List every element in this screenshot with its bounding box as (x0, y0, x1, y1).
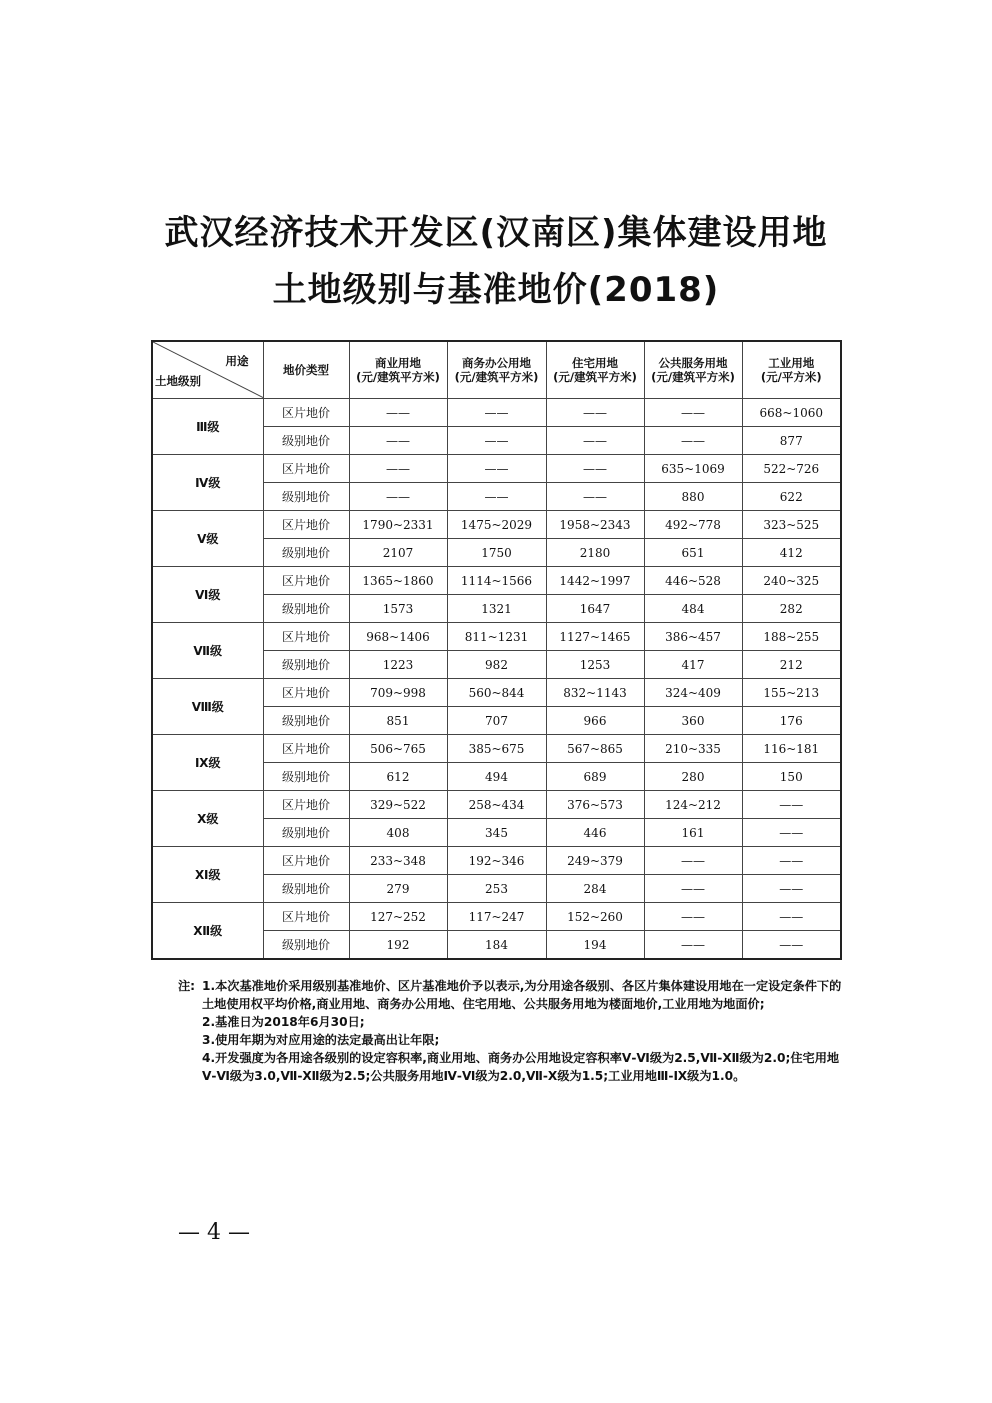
price-value-cell: —— (447, 427, 546, 455)
price-value-cell: 1127~1465 (546, 623, 644, 651)
table-row (152, 847, 841, 875)
price-value-cell: —— (644, 847, 742, 875)
grade-cell: Ⅹ级 (152, 791, 263, 847)
price-type-cell: 区片地价 (263, 847, 349, 875)
price-type-cell: 级别地价 (263, 539, 349, 567)
corner-label-grade: 土地级别 (155, 374, 201, 388)
price-value-cell: 150 (742, 763, 841, 791)
price-type-cell: 级别地价 (263, 763, 349, 791)
price-value-cell: 386~457 (644, 623, 742, 651)
price-value-cell: 851 (349, 707, 447, 735)
price-type-cell: 级别地价 (263, 931, 349, 960)
price-value-cell: 567~865 (546, 735, 644, 763)
price-value-cell: —— (742, 903, 841, 931)
price-type-cell: 区片地价 (263, 679, 349, 707)
price-type-cell: 区片地价 (263, 791, 349, 819)
table-row (152, 903, 841, 931)
price-value-cell: 560~844 (447, 679, 546, 707)
title-line-1: 武汉经济技术开发区(汉南区)集体建设用地 (164, 213, 828, 253)
use-header-commercial (349, 341, 447, 399)
table-row (152, 511, 841, 539)
price-value-cell: 982 (447, 651, 546, 679)
price-value-cell: 635~1069 (644, 455, 742, 483)
table-row (152, 567, 841, 595)
price-value-cell: 1647 (546, 595, 644, 623)
price-value-cell: 522~726 (742, 455, 841, 483)
price-type-cell: 区片地价 (263, 903, 349, 931)
price-value-cell: —— (644, 399, 742, 427)
price-value-cell: 284 (546, 875, 644, 903)
price-value-cell: 622 (742, 483, 841, 511)
note-item (178, 1013, 842, 1031)
price-value-cell: —— (644, 427, 742, 455)
grade-cell: Ⅵ级 (152, 567, 263, 623)
price-value-cell: —— (546, 399, 644, 427)
corner-header-cell (152, 341, 263, 399)
price-value-cell: 446~528 (644, 567, 742, 595)
price-value-cell: 240~325 (742, 567, 841, 595)
price-value-cell: 1223 (349, 651, 447, 679)
corner-label-use: 用途 (225, 354, 249, 368)
table-row (152, 455, 841, 483)
title-line-2: 土地级别与基准地价(2018) (272, 270, 720, 310)
price-type-cell: 级别地价 (263, 483, 349, 511)
price-type-header: 地价类型 (263, 341, 349, 399)
price-value-cell: —— (447, 483, 546, 511)
grade-cell: Ⅳ级 (152, 455, 263, 511)
price-value-cell: 282 (742, 595, 841, 623)
price-value-cell: 152~260 (546, 903, 644, 931)
price-value-cell: 279 (349, 875, 447, 903)
price-type-cell: 级别地价 (263, 819, 349, 847)
price-value-cell: 1253 (546, 651, 644, 679)
header-row (152, 341, 841, 399)
price-value-cell: 968~1406 (349, 623, 447, 651)
price-type-cell: 区片地价 (263, 623, 349, 651)
use-name: 商业用地 (375, 356, 421, 370)
price-type-cell: 区片地价 (263, 567, 349, 595)
price-value-cell: 446 (546, 819, 644, 847)
grade-cell: Ⅴ级 (152, 511, 263, 567)
price-value-cell: 2180 (546, 539, 644, 567)
table-row (152, 791, 841, 819)
price-value-cell: 880 (644, 483, 742, 511)
price-value-cell: 385~675 (447, 735, 546, 763)
price-value-cell: 161 (644, 819, 742, 847)
note-text: 4.开发强度为各用途各级别的设定容积率,商业用地、商务办公用地设定容积率Ⅴ-Ⅵ级为2.5,Ⅶ-Ⅻ级为2.0;住宅用地Ⅴ-Ⅵ级为3.0,Ⅶ-Ⅻ级为2.5;公共服务用地Ⅳ-Ⅵ级为2.0,Ⅶ-Ⅹ级为1.5;工业用地Ⅲ-Ⅸ级为1.0。 (202, 1051, 840, 1083)
note-item (178, 1031, 842, 1049)
price-value-cell: 494 (447, 763, 546, 791)
price-value-cell: —— (644, 875, 742, 903)
price-value-cell: 192 (349, 931, 447, 960)
price-value-cell: 233~348 (349, 847, 447, 875)
price-type-cell: 级别地价 (263, 427, 349, 455)
diagonal-divider (153, 342, 264, 398)
price-value-cell: —— (349, 455, 447, 483)
table-row (152, 623, 841, 651)
price-value-cell: 811~1231 (447, 623, 546, 651)
price-value-cell: 1573 (349, 595, 447, 623)
price-type-cell: 级别地价 (263, 651, 349, 679)
price-value-cell: —— (546, 455, 644, 483)
price-type-cell: 级别地价 (263, 595, 349, 623)
price-value-cell: 506~765 (349, 735, 447, 763)
price-value-cell: —— (546, 483, 644, 511)
land-price-table (151, 340, 842, 960)
grade-cell: Ⅶ级 (152, 623, 263, 679)
price-type-cell: 区片地价 (263, 399, 349, 427)
price-value-cell: 492~778 (644, 511, 742, 539)
price-type-cell: 区片地价 (263, 511, 349, 539)
price-value-cell: 2107 (349, 539, 447, 567)
price-value-cell: 832~1143 (546, 679, 644, 707)
price-value-cell: 329~522 (349, 791, 447, 819)
use-unit: (元/建筑平方米) (454, 370, 539, 384)
use-name: 商务办公用地 (462, 356, 531, 370)
price-value-cell: 324~409 (644, 679, 742, 707)
price-value-cell: —— (447, 399, 546, 427)
price-value-cell: 376~573 (546, 791, 644, 819)
price-value-cell: 877 (742, 427, 841, 455)
price-value-cell: —— (742, 875, 841, 903)
price-value-cell: 249~379 (546, 847, 644, 875)
use-name: 住宅用地 (572, 356, 618, 370)
price-type-cell: 级别地价 (263, 875, 349, 903)
use-unit: (元/平方米) (760, 370, 822, 384)
note-item (178, 1049, 842, 1085)
price-type-cell: 区片地价 (263, 455, 349, 483)
note-item (178, 977, 842, 1013)
price-value-cell: 966 (546, 707, 644, 735)
price-value-cell: —— (644, 931, 742, 960)
grade-cell: Ⅷ级 (152, 679, 263, 735)
use-name: 工业用地 (768, 356, 815, 370)
price-value-cell: 210~335 (644, 735, 742, 763)
table-row (152, 399, 841, 427)
table-row (152, 679, 841, 707)
price-value-cell: —— (349, 483, 447, 511)
price-value-cell: 484 (644, 595, 742, 623)
price-value-cell: 612 (349, 763, 447, 791)
price-value-cell: 280 (644, 763, 742, 791)
grade-cell: Ⅺ级 (152, 847, 263, 903)
price-value-cell: 412 (742, 539, 841, 567)
note-text: 2.基准日为2018年6月30日; (202, 1015, 365, 1029)
price-value-cell: 116~181 (742, 735, 841, 763)
price-value-cell: 408 (349, 819, 447, 847)
price-value-cell: 194 (546, 931, 644, 960)
price-value-cell: 651 (644, 539, 742, 567)
price-value-cell: 212 (742, 651, 841, 679)
price-value-cell: —— (447, 455, 546, 483)
price-value-cell: —— (349, 427, 447, 455)
price-value-cell: 124~212 (644, 791, 742, 819)
price-value-cell: —— (349, 399, 447, 427)
price-value-cell: 345 (447, 819, 546, 847)
price-value-cell: —— (742, 791, 841, 819)
price-value-cell: 707 (447, 707, 546, 735)
price-value-cell: 1321 (447, 595, 546, 623)
price-value-cell: 360 (644, 707, 742, 735)
grade-cell: Ⅻ级 (152, 903, 263, 960)
price-value-cell: 127~252 (349, 903, 447, 931)
table-row (152, 735, 841, 763)
use-unit: (元/建筑平方米) (553, 370, 637, 384)
price-value-cell: 117~247 (447, 903, 546, 931)
price-value-cell: —— (546, 427, 644, 455)
price-value-cell: 709~998 (349, 679, 447, 707)
use-header-residential (546, 341, 644, 399)
price-value-cell: 253 (447, 875, 546, 903)
grade-cell: Ⅲ级 (152, 399, 263, 455)
price-value-cell: 1475~2029 (447, 511, 546, 539)
price-value-cell: 192~346 (447, 847, 546, 875)
price-value-cell: 176 (742, 707, 841, 735)
use-unit: (元/建筑平方米) (356, 370, 440, 384)
price-value-cell: 1114~1566 (447, 567, 546, 595)
price-value-cell: 1750 (447, 539, 546, 567)
price-value-cell: —— (742, 931, 841, 960)
use-header-office (447, 341, 546, 399)
use-header-public-service (644, 341, 742, 399)
note-text: 3.使用年期为对应用途的法定最高出让年限; (202, 1033, 440, 1047)
price-value-cell: —— (742, 847, 841, 875)
price-value-cell: 323~525 (742, 511, 841, 539)
price-value-cell: 258~434 (447, 791, 546, 819)
price-value-cell: 1958~2343 (546, 511, 644, 539)
price-type-cell: 级别地价 (263, 707, 349, 735)
price-value-cell: 155~213 (742, 679, 841, 707)
use-header-industrial (742, 341, 841, 399)
grade-cell: Ⅸ级 (152, 735, 263, 791)
price-value-cell: 184 (447, 931, 546, 960)
note-text: 1.本次基准地价采用级别基准地价、区片基准地价予以表示,为分用途各级别、各区片集体建设用地在一定设定条件下的土地使用权平均价格,商业用地、商务办公用地、住宅用地、公共服务用地为楼面地价,工业用地为地面价; (202, 979, 842, 1011)
price-value-cell: 417 (644, 651, 742, 679)
note-prefix: 注: (178, 979, 196, 993)
price-value-cell: 689 (546, 763, 644, 791)
price-value-cell: 188~255 (742, 623, 841, 651)
price-value-cell: 1365~1860 (349, 567, 447, 595)
price-value-cell: 1442~1997 (546, 567, 644, 595)
use-name: 公共服务用地 (658, 356, 728, 370)
price-value-cell: —— (742, 819, 841, 847)
price-type-cell: 区片地价 (263, 735, 349, 763)
page-number: — 4 — (178, 1220, 250, 1245)
price-value-cell: —— (644, 903, 742, 931)
price-value-cell: 668~1060 (742, 399, 841, 427)
use-unit: (元/建筑平方米) (651, 370, 735, 384)
notes-section (178, 977, 842, 1085)
price-value-cell: 1790~2331 (349, 511, 447, 539)
